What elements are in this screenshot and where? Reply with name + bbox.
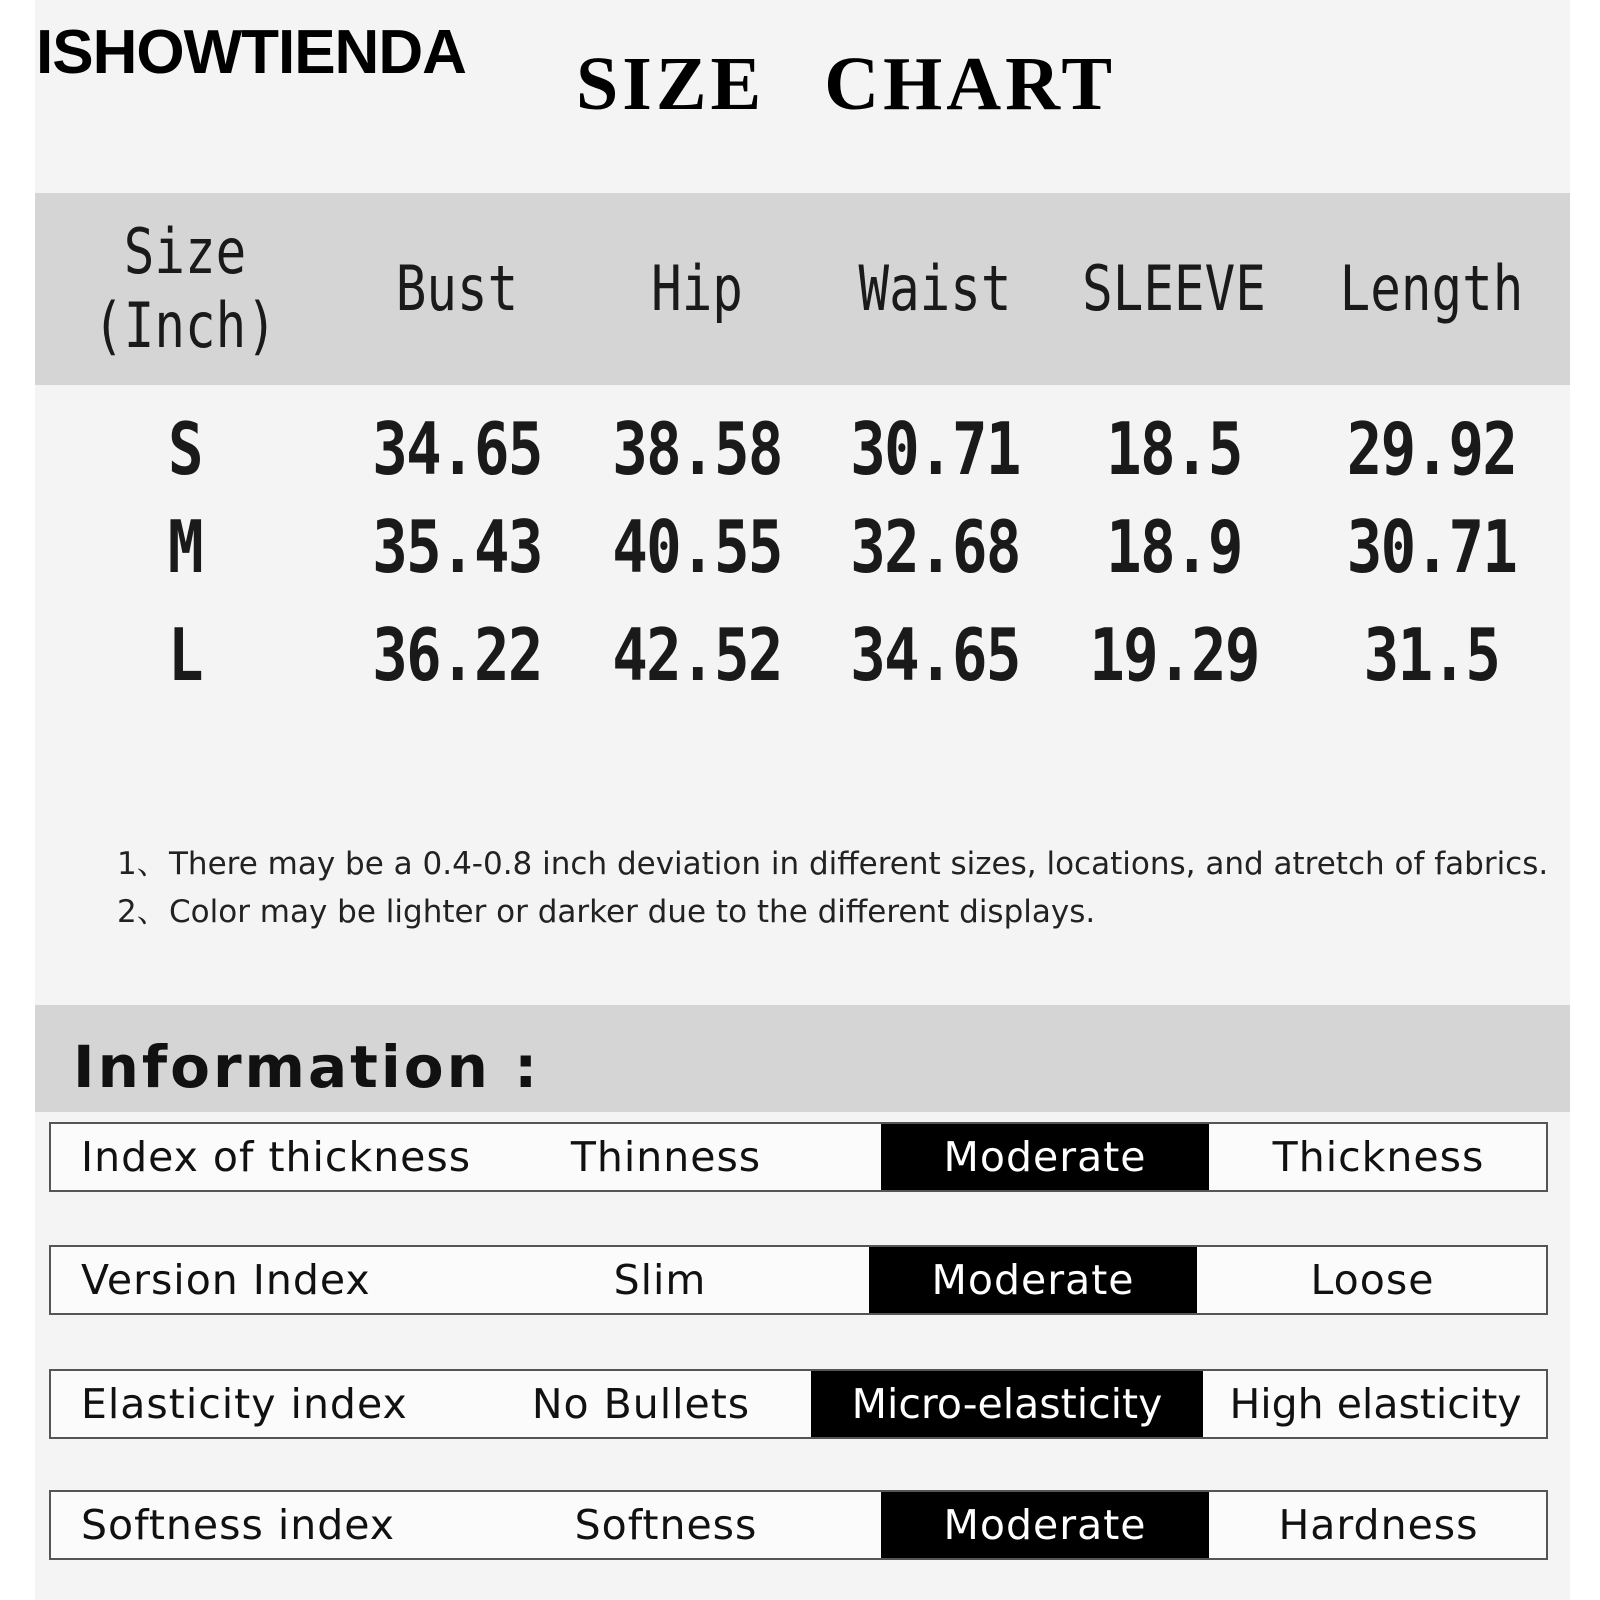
cell-sleeve: 19.29 [1089,613,1259,697]
cell-bust: 34.65 [372,406,542,491]
note-number: 2、 [117,894,168,930]
option-moderate-selected: Moderate [881,1492,1209,1558]
option-thickness: Thickness [1272,1133,1485,1181]
cell-waist: 30.71 [850,406,1020,491]
cell-bust: 35.43 [372,505,542,589]
size-table [35,193,1570,709]
notes-list [117,840,1548,936]
cell-hip: 38.58 [612,406,782,491]
cell-length: 29.92 [1346,406,1517,491]
elasticity-index-row [49,1369,1548,1439]
page-title: SIZE CHART [576,42,1117,126]
brand-logo: ISHOWTIENDA [36,18,466,87]
header-length: Length [1339,251,1524,325]
header-size [62,193,308,385]
cell-waist: 34.65 [850,613,1020,697]
cell-size: L [168,613,202,697]
option-thinness: Thinness [570,1133,762,1181]
option-slim: Slim [613,1256,707,1304]
table-row [35,385,1570,493]
option-no-bullets: No Bullets [531,1380,751,1428]
row-label: Version Index [81,1256,371,1304]
cell-hip: 42.52 [612,613,782,697]
thickness-index-row [49,1122,1548,1192]
cell-sleeve: 18.9 [1106,505,1242,589]
row-label: Elasticity index [81,1380,408,1428]
header-size-line1: Size [123,214,247,288]
header-sleeve: SLEEVE [1082,251,1266,325]
option-micro-elasticity-selected: Micro-elasticity [811,1371,1203,1437]
cell-size: M [168,505,202,589]
cell-bust: 36.22 [372,613,542,697]
size-table-header-row [35,193,1570,385]
option-loose: Loose [1310,1256,1435,1304]
row-label: Softness index [81,1501,396,1549]
cell-hip: 40.55 [612,505,782,589]
option-hardness: Hardness [1278,1501,1479,1549]
information-header [35,1005,1570,1112]
table-row [35,493,1570,601]
option-moderate-selected: Moderate [869,1247,1197,1313]
option-moderate-selected: Moderate [881,1124,1209,1190]
note-text: Color may be lighter or darker due to the different displays. [169,894,1096,930]
header-hip: Hip [651,251,743,325]
header-waist: Waist [858,251,1012,325]
note-number: 1、 [117,846,168,882]
cell-size: S [168,406,202,491]
table-row [35,601,1570,709]
cell-length: 31.5 [1363,613,1500,697]
version-index-row [49,1245,1548,1315]
note-item [117,840,1548,888]
cell-waist: 32.68 [850,505,1020,589]
row-label: Index of thickness [81,1133,472,1181]
note-item [117,888,1548,936]
option-high-elasticity: High elasticity [1229,1380,1522,1428]
cell-sleeve: 18.5 [1106,406,1242,491]
information-title: Information : [73,1033,541,1101]
cell-length: 30.71 [1346,505,1517,589]
option-softness: Softness [574,1501,758,1549]
note-text: There may be a 0.4-0.8 inch deviation in different sizes, locations, and atretch of fabrics. [169,846,1549,882]
header-size-line2: (Inch) [93,289,277,362]
header-bust: Bust [395,251,519,325]
softness-index-row [49,1490,1548,1560]
